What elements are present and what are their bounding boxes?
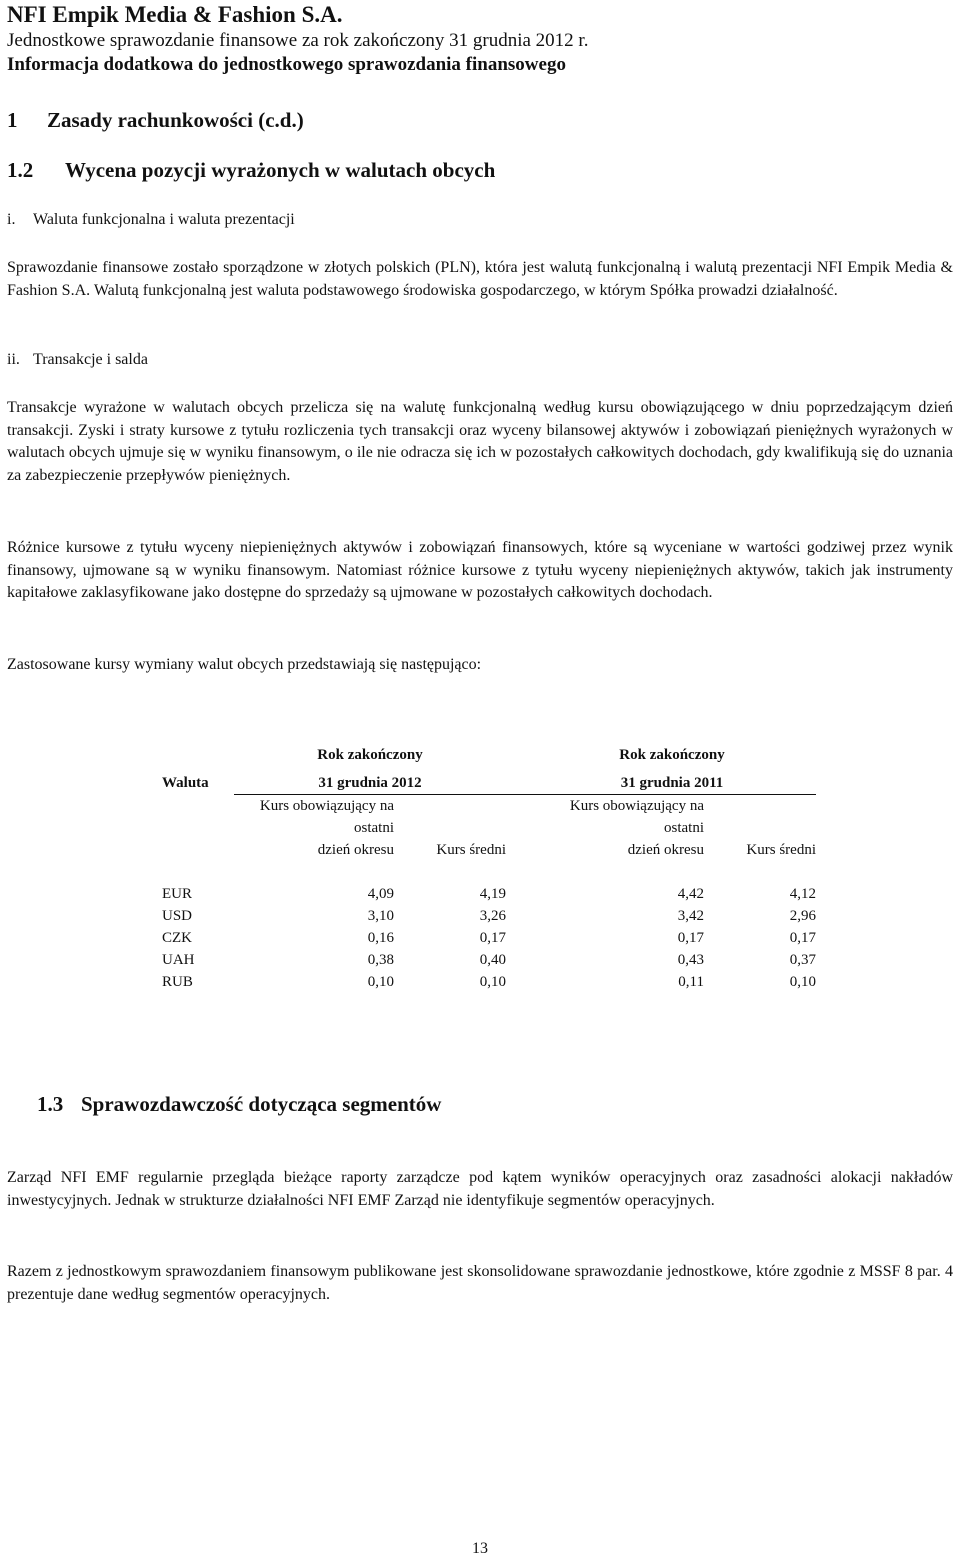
paragraph-segments-2: Razem z jednostkowym sprawozdaniem finansowym publikowane jest skonsolidowane sprawozdanie jednostkowe, które zgodnie z MSSF 8 par. 4 prezentuje dane według segmentów operacyjnych.: [7, 1263, 953, 1303]
table-row: CZK 0,16 0,17 0,17 0,17: [162, 930, 816, 946]
subsection-number: i.: [7, 211, 16, 228]
subsection-ii-heading: [7, 351, 148, 369]
subsection-title: Waluta funkcjonalna i waluta prezentacji: [33, 211, 295, 228]
subsection-title: Transakcje i salda: [33, 351, 148, 368]
period-label-2012: Rok zakończony: [317, 747, 423, 763]
period-label-2011: Rok zakończony: [619, 747, 725, 763]
average-rate-header: Kurs średni: [746, 842, 816, 858]
table-row: UAH 0,38 0,40 0,43 0,37: [162, 952, 816, 968]
table-row: RUB 0,10 0,10 0,11 0,10: [162, 974, 816, 990]
closing-rate-header: dzień okresu: [627, 842, 704, 858]
report-section-title: Informacja dodatkowa do jednostkowego sprawozdania finansowego: [7, 54, 566, 75]
average-rate-header: Kurs średni: [436, 842, 506, 858]
section-1-2-heading: [7, 158, 495, 183]
date-2012: 31 grudnia 2012: [234, 772, 506, 795]
section-number: 1.2: [7, 158, 34, 182]
section-title: Sprawozdawczość dotycząca segmentów: [81, 1092, 442, 1116]
paragraph-functional-currency: Sprawozdanie finansowe zostało sporządzone w złotych polskich (PLN), która jest walutą funkcjonalną i walutą prezentacji NFI Empik Media & Fashion S.A. Walutą funkcjonalną jest waluta podstawowego środowiska gospodarczego, w którym Spółka prowadzi działalność.: [7, 259, 953, 299]
paragraph-transactions: Transakcje wyrażone w walutach obcych przelicza się na walutę funkcjonalną według kursu obowiązującego w dniu poprzedzającym dzień transakcji. Zyski i straty kursowe z tytułu rozliczenia tych transakcji oraz wyceny bilansowej aktywów i zobowiązań pieniężnych wyrażonych w walutach obcych ujmuje się w wyniku finansowym, o ile nie odracza się ich w pozostałych całkowitych dochodach, gdy kwalifikują się do uznania za zabezpieczenie przepływów pieniężnych.: [7, 399, 953, 484]
paragraph-exchange-differences: Różnice kursowe z tytułu wyceny niepieniężnych aktywów i zobowiązań finansowych, które są wyceniane w wartości godziwej przez wynik finansowy, ujmowane są w wyniku finansowym. Natomiast różnice kursowe z tytułu wyceny niepieniężnych aktywów, takich jak instrumenty kapitałowe zaklasyfikowane jako dostępne do sprzedaży są ujmowane w pozostałych całkowitych dochodach.: [7, 539, 953, 601]
page-number: 13: [472, 1540, 488, 1557]
section-title: Zasady rachunkowości (c.d.): [47, 108, 304, 132]
paragraph-rates-intro: Zastosowane kursy wymiany walut obcych przedstawiają się następująco:: [7, 656, 482, 673]
table-header-row: [162, 744, 816, 766]
closing-rate-header: Kurs obowiązujący na: [259, 798, 394, 814]
closing-rate-header: dzień okresu: [317, 842, 394, 858]
table-row: USD 3,10 3,26 3,42 2,96: [162, 908, 816, 924]
table-header-row: [162, 772, 816, 795]
exchange-rates-table: [162, 744, 816, 993]
section-number: 1: [7, 108, 18, 132]
report-title: Jednostkowe sprawozdanie finansowe za rok zakończony 31 grudnia 2012 r.: [7, 30, 589, 51]
table-header-row: [162, 839, 816, 861]
subsection-number: ii.: [7, 351, 20, 368]
section-number: 1.3: [37, 1092, 64, 1116]
closing-rate-header: ostatni: [354, 820, 394, 836]
subsection-i-heading: [7, 211, 295, 229]
closing-rate-header: ostatni: [664, 820, 704, 836]
section-1-3-heading: [37, 1092, 441, 1117]
closing-rate-header: Kurs obowiązujący na: [569, 798, 704, 814]
paragraph-segments-1: Zarząd NFI EMF regularnie przegląda bieżące raporty zarządcze pod kątem wyników operacyjnych oraz zasadności alokacji nakładów inwestycyjnych. Jednak w strukturze działalności NFI EMF Zarząd nie identyfikuje segmentów operacyjnych.: [7, 1169, 953, 1209]
company-name: NFI Empik Media & Fashion S.A.: [7, 2, 343, 27]
table-header-row: [162, 817, 816, 839]
section-1-heading: [7, 108, 304, 133]
date-2011: 31 grudnia 2011: [528, 772, 816, 795]
table-row: EUR 4,09 4,19 4,42 4,12: [162, 886, 816, 902]
table-header-row: [162, 795, 816, 818]
page-header: [7, 2, 588, 77]
section-title: Wycena pozycji wyrażonych w walutach obcych: [65, 158, 496, 182]
currency-column-header: Waluta: [162, 775, 209, 792]
